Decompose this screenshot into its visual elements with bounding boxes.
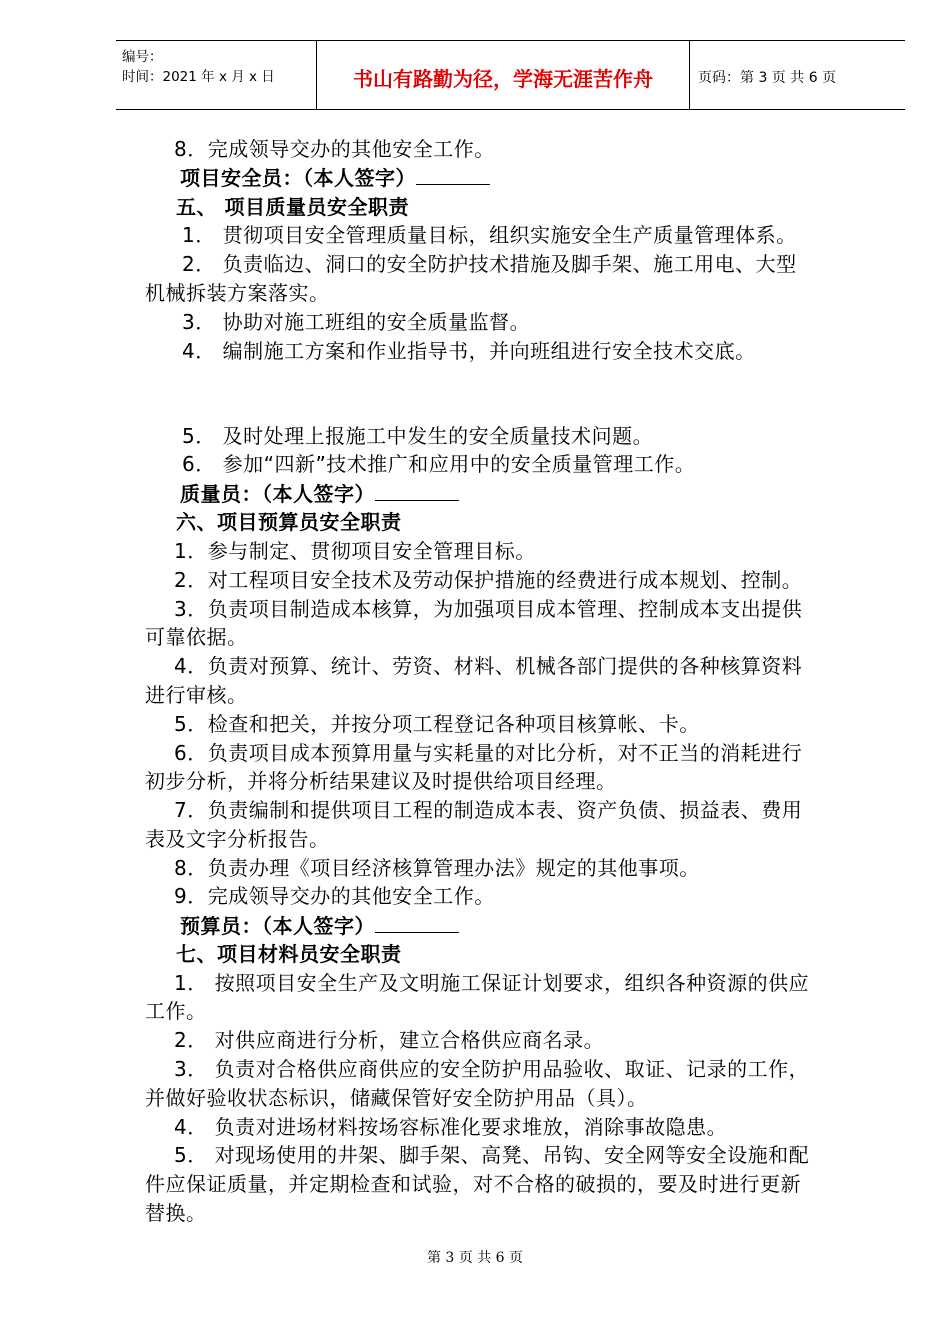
- duty-item: 1．参与制定、贯彻项目安全管理目标。: [174, 539, 536, 563]
- duty-item: 2． 对供应商进行分析，建立合格供应商名录。: [174, 1028, 605, 1052]
- header-page-cell: [690, 41, 905, 109]
- duty-item-continuation: 并做好验收状态标识，储藏保管好安全防护用品（具）。: [145, 1086, 648, 1110]
- header-motto-cell: [317, 41, 690, 109]
- page-footer: 第 3 页 共 6 页: [426, 1250, 524, 1266]
- header-motto: 书山有路勤为径，学海无涯苦作舟: [353, 67, 653, 91]
- duty-item: 3．负责项目制造成本核算，为加强项目成本管理、控制成本支出提供: [174, 597, 803, 621]
- duty-item: 2．对工程项目安全技术及劳动保护措施的经费进行成本规划、控制。: [174, 568, 803, 592]
- duty-item: 5． 对现场使用的井架、脚手架、高凳、吊钩、安全网等安全设施和配: [174, 1143, 810, 1167]
- duty-item: 4．负责对预算、统计、劳资、材料、机械各部门提供的各种核算资料: [174, 654, 803, 678]
- signature-line: [180, 912, 459, 939]
- duty-item: 4． 编制施工方案和作业指导书，并向班组进行安全技术交底。: [182, 339, 756, 363]
- duty-item-continuation: 工作。: [145, 999, 207, 1023]
- duty-item: 6． 参加“四新”技术推广和应用中的安全质量管理工作。: [182, 452, 696, 476]
- duty-item: 5． 及时处理上报施工中发生的安全质量技术问题。: [182, 424, 654, 448]
- duty-item-continuation: 初步分析，并将分析结果建议及时提供给项目经理。: [145, 769, 617, 793]
- section-heading: 七、项目材料员安全职责: [176, 942, 402, 966]
- duty-item: 9．完成领导交办的其他安全工作。: [174, 884, 495, 908]
- signature-line: [180, 164, 490, 191]
- duty-item: 2． 负责临边、洞口的安全防护技术措施及脚手架、施工用电、大型: [182, 252, 797, 276]
- signature-blank: [375, 480, 459, 501]
- signature-label: 项目安全员：（本人签字）: [180, 166, 416, 190]
- header-meta-cell: [116, 41, 317, 109]
- document-time-label: 时间：2021 年 x 月 x 日: [122, 69, 275, 85]
- duty-item: 1． 按照项目安全生产及文明施工保证计划要求，组织各种资源的供应: [174, 971, 810, 995]
- duty-item: 8．完成领导交办的其他安全工作。: [174, 137, 495, 161]
- duty-item: 3． 负责对合格供应商供应的安全防护用品验收、取证、记录的工作，: [174, 1057, 810, 1081]
- duty-item: 4． 负责对进场材料按场容标准化要求堆放，消除事故隐患。: [174, 1115, 728, 1139]
- signature-label: 质量员：（本人签字）: [180, 482, 375, 506]
- duty-item-continuation: 件应保证质量，并定期检查和试验，对不合格的破损的，要及时进行更新: [145, 1172, 801, 1196]
- duty-item: 8．负责办理《项目经济核算管理办法》规定的其他事项。: [174, 856, 700, 880]
- signature-blank: [375, 912, 459, 933]
- signature-label: 预算员：（本人签字）: [180, 914, 375, 938]
- signature-blank: [416, 164, 490, 185]
- duty-item: 5．检查和把关，并按分项工程登记各种项目核算帐、卡。: [174, 712, 700, 736]
- section-heading: 五、 项目质量员安全职责: [176, 195, 409, 219]
- duty-item-continuation: 可靠依据。: [145, 625, 248, 649]
- duty-item: 3． 协助对施工班组的安全质量监督。: [182, 310, 531, 334]
- section-heading: 六、项目预算员安全职责: [176, 510, 402, 534]
- page-header: [116, 40, 905, 110]
- document-number-label: 编号：: [122, 49, 163, 65]
- duty-item-continuation: 进行审核。: [145, 683, 248, 707]
- duty-item-continuation: 机械拆装方案落实。: [145, 281, 330, 305]
- duty-item: 1． 贯彻项目安全管理质量目标，组织实施安全生产质量管理体系。: [182, 223, 797, 247]
- duty-item-continuation: 替换。: [145, 1201, 207, 1225]
- signature-line: [180, 480, 459, 507]
- header-page-info: 页码：第 3 页 共 6 页: [698, 70, 837, 86]
- duty-item: 6．负责项目成本预算用量与实耗量的对比分析，对不正当的消耗进行: [174, 741, 803, 765]
- duty-item: 7．负责编制和提供项目工程的制造成本表、资产负债、损益表、费用: [174, 798, 803, 822]
- duty-item-continuation: 表及文字分析报告。: [145, 827, 330, 851]
